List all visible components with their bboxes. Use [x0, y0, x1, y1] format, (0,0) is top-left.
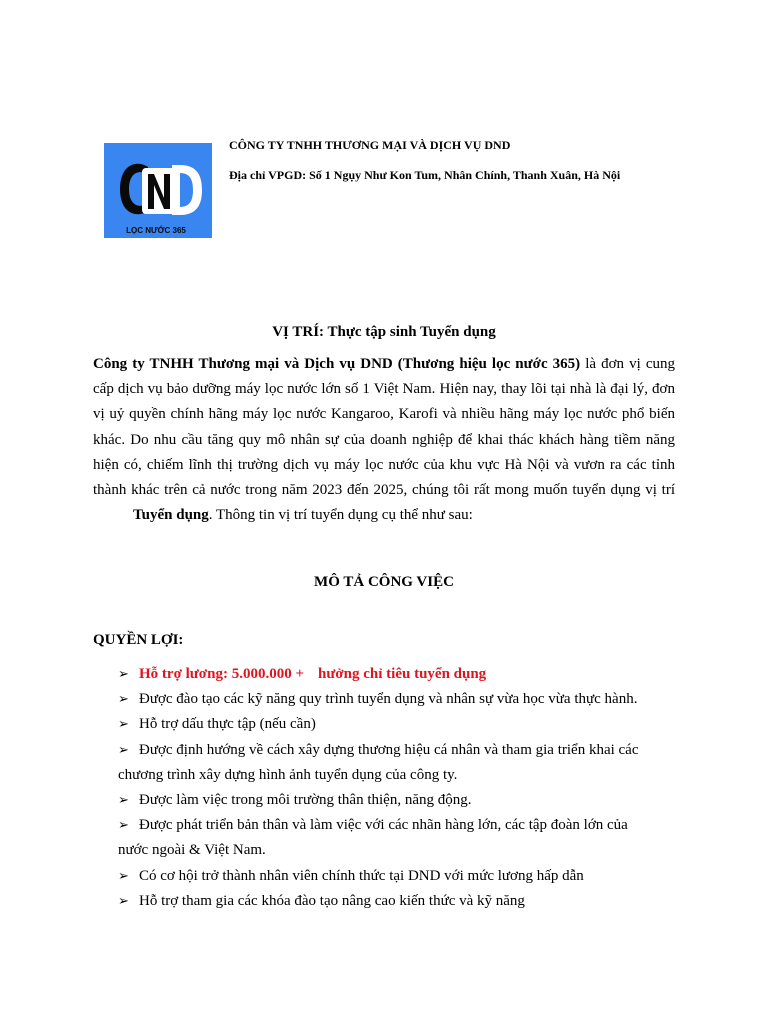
benefit-text: Được làm việc trong môi trường thân thiện, năng động. — [139, 792, 472, 809]
benefit-text: Được đào tạo các kỹ năng quy trình tuyển dụng và nhân sự vừa học vừa thực hành. — [139, 691, 638, 708]
company-logo — [104, 143, 212, 238]
company-name: CÔNG TY TNHH THƯƠNG MẠI VÀ DỊCH VỤ DND — [229, 138, 511, 152]
benefit-text: Được phát triển bản thân và làm việc với các nhãn hàng lớn, các tập đoàn lớn của — [139, 817, 628, 834]
benefit-text: Hỗ trợ tham gia các khóa đào tạo nâng cao kiến thức và kỹ năng — [139, 892, 525, 909]
intro-company-lead: Công ty TNHH Thương mại và Dịch vụ DND (Thương hiệu lọc nước 365) — [93, 356, 581, 372]
benefit-text: chương trình xây dựng hình ảnh tuyển dụng của công ty. — [118, 766, 458, 783]
position-title: VỊ TRÍ: Thực tập sinh Tuyển dụng — [272, 324, 496, 340]
benefit-item-continued — [118, 838, 678, 863]
arrow-bullet-icon: ➢ — [118, 742, 129, 758]
logo-text: LỌC NƯỚC 365 — [126, 226, 186, 235]
arrow-bullet-icon: ➢ — [118, 818, 129, 834]
benefit-item — [118, 687, 678, 712]
benefit-item — [118, 712, 678, 737]
benefit-text: nước ngoài & Việt Nam. — [118, 842, 266, 859]
benefit-item-continued — [118, 763, 678, 788]
section-title: MÔ TẢ CÔNG VIỆC — [314, 574, 454, 590]
intro-paragraph — [93, 352, 675, 528]
salary-highlight-2: hưởng chỉ tiêu tuyển dụng — [318, 666, 487, 682]
intro-text-2: . Thông tin vị trí tuyển dụng cụ thể như sau: — [208, 507, 473, 524]
arrow-bullet-icon: ➢ — [118, 893, 129, 909]
arrow-bullet-icon: ➢ — [118, 868, 129, 884]
arrow-bullet-icon: ➢ — [118, 667, 129, 682]
benefit-item — [118, 788, 678, 813]
logo-mark — [104, 143, 212, 238]
arrow-bullet-icon: ➢ — [118, 793, 129, 809]
intro-role: Tuyển dụng — [133, 507, 209, 524]
benefit-text: Có cơ hội trở thành nhân viên chính thức tại DND với mức lương hấp dẫn — [139, 867, 584, 884]
benefits-list — [118, 662, 678, 914]
benefits-title: QUYỀN LỢI: — [93, 632, 184, 648]
salary-highlight-1: Hỗ trợ lương: 5.000.000 + — [139, 666, 304, 682]
benefit-item-salary — [118, 662, 678, 687]
benefit-item — [118, 738, 678, 763]
benefit-item — [118, 813, 678, 838]
arrow-bullet-icon: ➢ — [118, 717, 129, 733]
arrow-bullet-icon: ➢ — [118, 692, 129, 708]
benefit-text: Được định hướng về cách xây dựng thương hiệu cá nhân và tham gia triển khai các — [139, 741, 639, 758]
intro-text-1: là đơn vị cung cấp dịch vụ bảo dưỡng máy lọc nước lớn số 1 Việt Nam. Hiện nay, thay lõi tại nhà là đại lý, đơn vị uỷ quyền chính hãng máy lọc nước Kangaroo, Karofi và nhiều hãng máy lọc nước phổ biến khác. Do nhu cầu tăng quy mô nhân sự của doanh nghiệp để khai thác khách hàng tiềm năng hiện có, chiếm lĩnh thị trường dịch vụ máy lọc nước của khu vực Hà Nội và vươn ra các tỉnh thành khác trên cả nước trong năm 2023 đến 2025, chúng tôi rất mong muốn tuyển dụng vị trí — [93, 356, 675, 499]
benefit-item — [118, 889, 678, 914]
benefit-text: Hỗ trợ dấu thực tập (nếu cần) — [139, 716, 316, 733]
benefit-item — [118, 864, 678, 889]
company-address: Địa chỉ VPGD: Số 1 Ngụy Như Kon Tum, Nhân Chính, Thanh Xuân, Hà Nội — [229, 168, 621, 182]
